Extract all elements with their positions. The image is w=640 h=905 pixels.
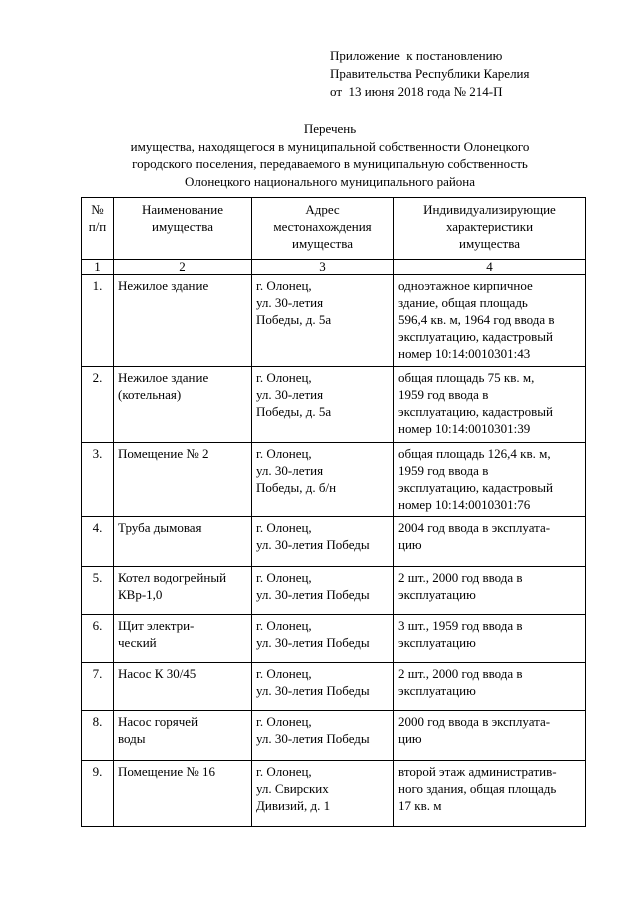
row-number: 9.	[82, 761, 114, 827]
row-name: Нежилое здание (котельная)	[114, 367, 252, 443]
row-name: Помещение № 16	[114, 761, 252, 827]
title-heading: Перечень	[303, 121, 357, 136]
table-row	[82, 275, 586, 367]
row-address: г. Олонец, ул. 30-летия Победы	[252, 517, 394, 567]
table-row	[82, 367, 586, 443]
row-name: Насос К 30/45	[114, 663, 252, 711]
row-name: Помещение № 2	[114, 443, 252, 517]
table-row	[82, 567, 586, 615]
row-number: 5.	[82, 567, 114, 615]
row-number: 2.	[82, 367, 114, 443]
table-header-row	[82, 198, 586, 260]
column-index: 4	[394, 260, 586, 275]
row-number: 6.	[82, 615, 114, 663]
column-index-row	[82, 260, 586, 275]
header-details: Индивидуализирующие характеристики имущества	[394, 198, 586, 260]
title-line: имущества, находящегося в муниципальной собственности Олонецкого	[130, 138, 530, 154]
row-number: 3.	[82, 443, 114, 517]
row-details: общая площадь 75 кв. м, 1959 год ввода в эксплуатацию, кадастровый номер 10:14:0010301:39	[394, 367, 586, 443]
table-row	[82, 711, 586, 761]
document-title	[60, 120, 600, 190]
row-address: г. Олонец, ул. 30-летия Победы	[252, 615, 394, 663]
row-address: г. Олонец, ул. 30-летия Победы	[252, 567, 394, 615]
row-name: Котел водогрейный КВр-1,0	[114, 567, 252, 615]
column-index: 3	[252, 260, 394, 275]
row-number: 4.	[82, 517, 114, 567]
table-row	[82, 761, 586, 827]
appendix-line: Правительства Республики Карелия	[330, 66, 530, 81]
row-details: 2000 год ввода в эксплуата- цию	[394, 711, 586, 761]
row-number: 1.	[82, 275, 114, 367]
column-index: 1	[82, 260, 114, 275]
row-details: общая площадь 126,4 кв. м, 1959 год ввода в эксплуатацию, кадастровый номер 10:14:0010301:76	[394, 443, 586, 517]
title-line: городского поселения, передаваемого в муниципальную собственность	[132, 156, 528, 171]
appendix-block	[330, 47, 530, 101]
row-name: Нежилое здание	[114, 275, 252, 367]
table-row	[82, 517, 586, 567]
row-address: г. Олонец, ул. 30-летия Победы, д. б/н	[252, 443, 394, 517]
table-row	[82, 443, 586, 517]
row-address: г. Олонец, ул. 30-летия Победы, д. 5а	[252, 367, 394, 443]
property-table	[81, 197, 586, 827]
row-number: 7.	[82, 663, 114, 711]
row-name: Щит электри- ческий	[114, 615, 252, 663]
row-details: одноэтажное кирпичное здание, общая площадь 596,4 кв. м, 1964 год ввода в эксплуатацию, кадастровый номер 10:14:0010301:43	[394, 275, 586, 367]
appendix-line: от 13 июня 2018 года № 214-П	[330, 84, 503, 99]
header-address: Адрес местонахождения имущества	[252, 198, 394, 260]
row-name: Труба дымовая	[114, 517, 252, 567]
row-number: 8.	[82, 711, 114, 761]
table-row	[82, 615, 586, 663]
appendix-line: Приложение к постановлению	[330, 48, 503, 63]
title-line: Олонецкого национального муниципального района	[184, 173, 476, 189]
header-name: Наименование имущества	[114, 198, 252, 260]
row-details: 2 шт., 2000 год ввода в эксплуатацию	[394, 567, 586, 615]
row-address: г. Олонец, ул. 30-летия Победы	[252, 663, 394, 711]
row-details: 3 шт., 1959 год ввода в эксплуатацию	[394, 615, 586, 663]
row-details: второй этаж административ- ного здания, общая площадь 17 кв. м	[394, 761, 586, 827]
header-number: № п/п	[82, 198, 114, 260]
row-address: г. Олонец, ул. Свирских Дивизий, д. 1	[252, 761, 394, 827]
row-address: г. Олонец, ул. 30-летия Победы, д. 5а	[252, 275, 394, 367]
table-row	[82, 663, 586, 711]
column-index: 2	[114, 260, 252, 275]
row-details: 2 шт., 2000 год ввода в эксплуатацию	[394, 663, 586, 711]
row-details: 2004 год ввода в эксплуата- цию	[394, 517, 586, 567]
row-address: г. Олонец, ул. 30-летия Победы	[252, 711, 394, 761]
row-name: Насос горячей воды	[114, 711, 252, 761]
